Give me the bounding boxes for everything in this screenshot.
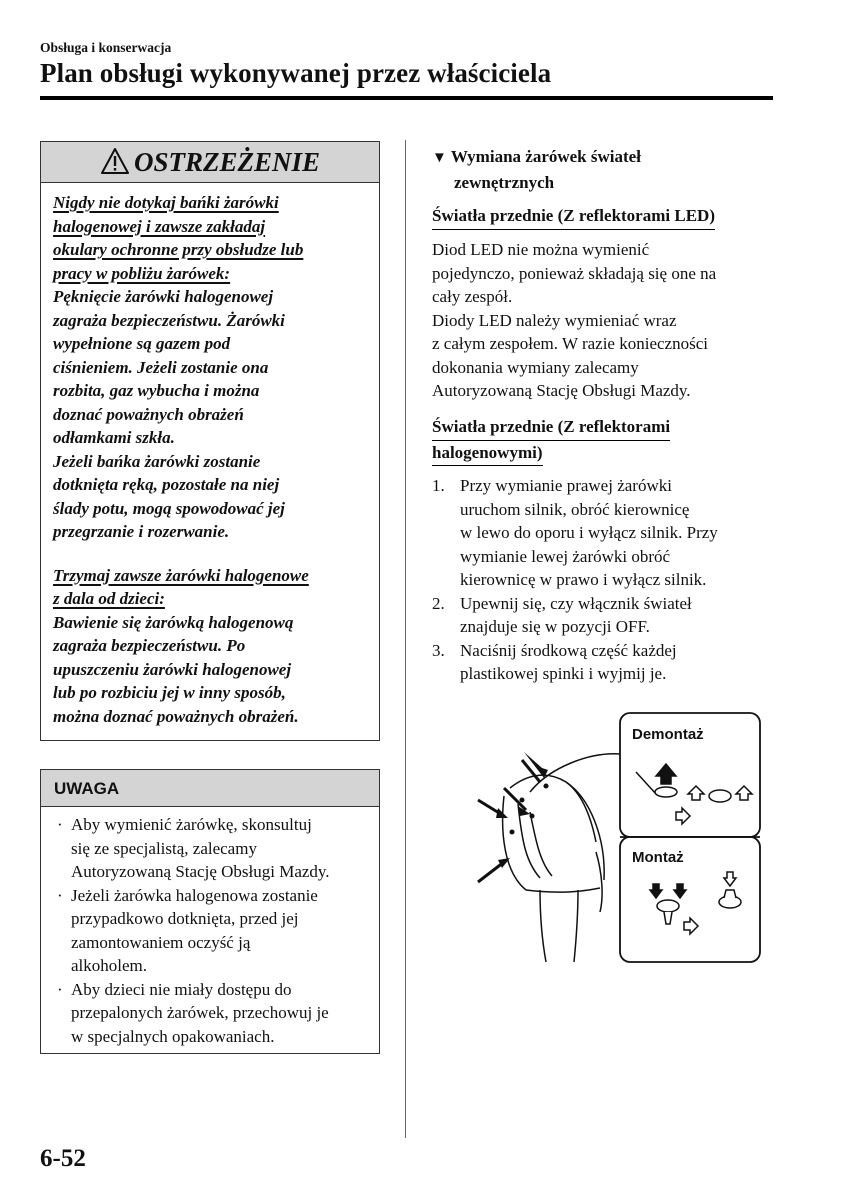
- note-title: UWAGA: [41, 770, 379, 807]
- remove-label: Demontaż: [632, 726, 704, 743]
- warning-line: wypełnione są gazem pod: [53, 334, 231, 353]
- warning-line: rozbita, gaz wybucha i można: [53, 381, 260, 400]
- section-label: Obsługa i konserwacja: [40, 40, 172, 55]
- clip-removal-figure: [470, 712, 762, 964]
- warning-line: halogenowej i zawsze zakładaj: [53, 216, 266, 236]
- page-title: Plan obsługi wykonywanej przez właściciela: [40, 58, 552, 88]
- note-item: · Aby wymienić żarówkę, skonsultuj się ze specjalistą, zalecamy Autoryzowaną Stację Obsługi Mazdy.: [57, 815, 330, 881]
- warning-line: zagraża bezpieczeństwu. Żarówki: [53, 310, 285, 330]
- step-item: 3. Naciśnij środkową część każdej plastikowej spinki i wyjmij je.: [432, 640, 677, 683]
- warning-line: upuszczeniu żarówki halogenowej: [53, 659, 292, 679]
- bullet: ·: [57, 979, 63, 999]
- bullet: ·: [57, 815, 63, 834]
- steps-list: [432, 474, 772, 686]
- warning-line: zagraża bezpieczeństwu. Po: [53, 636, 246, 655]
- pointer-arrows: [478, 752, 548, 882]
- warning-line: ciśnieniem. Jeżeli zostanie ona: [53, 357, 269, 377]
- warning-title: OSTRZEŻENIE: [133, 146, 321, 177]
- led-heading: Światła przednie (Z reflektorami LED): [432, 204, 715, 230]
- note-item: · Aby dzieci nie miały dostępu do przepalonych żarówek, przechowuj je w specjalnych opakowaniach.: [57, 979, 329, 1046]
- step-item: 1. Przy wymianie prawej żarówki uruchom silnik, obróć kierownicę w lewo do oporu i wyłącz silnik. Przy wymianie lewej żarówki obróć kierownicę w prawo i wyłącz silnik.: [432, 476, 718, 589]
- header-rule: [40, 96, 773, 100]
- triangle-down-icon: ▼: [432, 150, 447, 166]
- warning-header: [41, 142, 379, 183]
- bullet: ·: [57, 885, 63, 905]
- warning-line: odłamkami szkła.: [53, 428, 175, 447]
- warning-line: przegrzanie i rozerwanie.: [53, 522, 230, 541]
- column-divider: [405, 140, 406, 1138]
- warning-line: ślady potu, mogą spowodować jej: [53, 498, 285, 518]
- warning-line: Pęknięcie żarówki halogenowej: [53, 287, 274, 306]
- halogen-heading: Światła przednie (Z reflektorami halogenowymi): [432, 415, 670, 466]
- warning-body: [41, 183, 379, 728]
- warning-line: doznać poważnych obrażeń: [53, 404, 244, 424]
- step-item: 2. Upewnij się, czy włącznik świateł znajduje się w pozycji OFF.: [432, 593, 692, 636]
- note-body: [41, 807, 379, 1048]
- note-item: · Jeżeli żarówka halogenowa zostanie przypadkowo dotknięta, przed jej zamontowaniem oczyść ją alkoholem.: [57, 885, 318, 975]
- install-label: Montaż: [632, 849, 684, 866]
- subsection-heading: ▼ Wymiana żarówek świateł zewnętrznych: [432, 147, 641, 192]
- warning-line: Nigdy nie dotykaj bańki żarówki: [53, 193, 279, 212]
- warning-line: dotknięta ręką, pozostałe na niej: [53, 475, 280, 494]
- warning-line: Bawienie się żarówką halogenową: [53, 612, 294, 632]
- warning-line: lub po rozbiciu jej w inny sposób,: [53, 683, 286, 702]
- warning-line: Trzymaj zawsze żarówki halogenowe: [53, 565, 309, 585]
- fender-illustration: [503, 754, 620, 962]
- warning-line: pracy w pobliżu żarówek:: [53, 263, 231, 283]
- warning-box: [40, 141, 380, 741]
- warning-line: okulary ochronne przy obsłudze lub: [53, 240, 304, 259]
- warning-line: można doznać poważnych obrażeń.: [53, 706, 299, 726]
- warning-triangle-icon: [100, 147, 130, 175]
- page-number: 6-52: [40, 1145, 86, 1172]
- led-text: Diod LED nie można wymienić pojedynczo, ponieważ składają się one na cały zespół. Diody LED należy wymieniać wraz z całym zespołem. W razie konieczności dokonania wymiany zalecamy Autoryzowaną Stację Obsługi Mazdy.: [432, 240, 717, 400]
- note-box: [40, 769, 380, 1054]
- warning-line: z dala od dzieci:: [53, 589, 165, 608]
- warning-line: Jeżeli bańka żarówki zostanie: [53, 451, 261, 471]
